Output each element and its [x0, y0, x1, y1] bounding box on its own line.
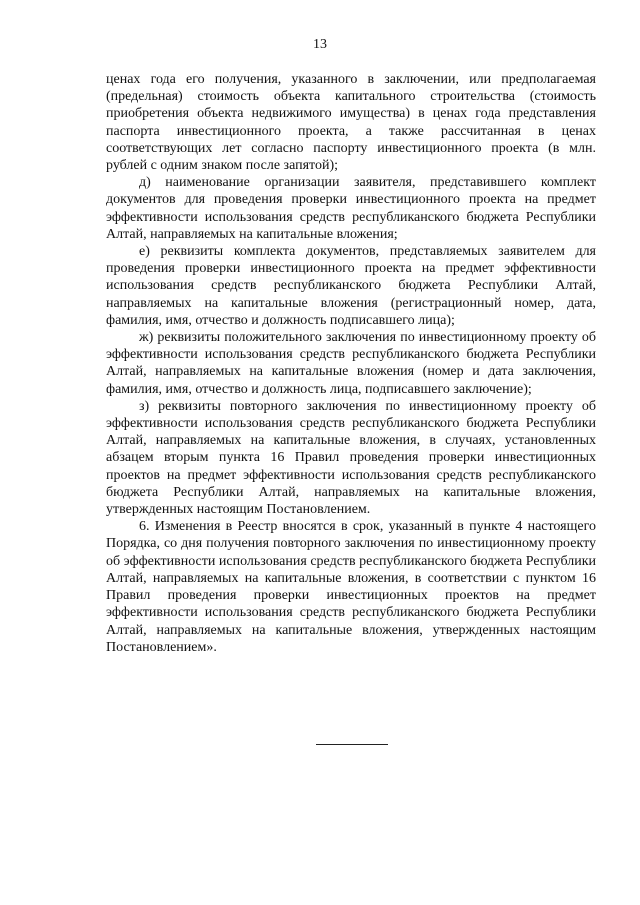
- document-body: [106, 71, 596, 656]
- paragraph-item-d: д) наименование организации заявителя, представившего комплект документов для проведения проверки инвестиционного проекта на предмет эффективности использования средств республиканского бюджета Республики Алтай, направляемых на капитальные вложения;: [106, 175, 596, 242]
- page-number: 13: [313, 37, 327, 52]
- paragraph-item-z: з) реквизиты повторного заключения по инвестиционному проекту об эффективности использования средств республиканского бюджета Республики Алтай, направляемых на капитальные вложения, в случаях, установленных абзацем вторым пункта 16 Правил проведения проверки инвестиционных проектов на предмет эффективности использования средств республиканского бюджета Республики Алтай, направляемых на капитальные вложения, утвержденных настоящим Постановлением.: [106, 398, 596, 518]
- paragraph-item-e: е) реквизиты комплекта документов, представляемых заявителем для проведения проверки инвестиционного проекта на предмет эффективности использования средств республиканского бюджета Республики Алтай, направляемых на капитальные вложения (регистрационный номер, дата, фамилия, имя, отчество и должность подписавшего лица);: [106, 244, 596, 328]
- paragraph-item-6: 6. Изменения в Реестр вносятся в срок, указанный в пункте 4 настоящего Порядка, со дня получения повторного заключения по инвестиционному проекту об эффективности использования средств республиканского бюджета Республики Алтай, направляемых на капитальные вложения, в соответствии с пунктом 16 Правил проведения проверки инвестиционных проектов на предмет эффективности использования средств республиканского бюджета Республики Алтай, направляемых на капитальные вложения, утвержденных настоящим Постановлением».: [106, 519, 596, 655]
- paragraph-item-zh: ж) реквизиты положительного заключения по инвестиционному проекту об эффективности использования средств республиканского бюджета Республики Алтай, направляемых на капитальные вложения (номер и дата заключения, фамилия, имя, отчество и должность лица, подписавшего заключение);: [106, 330, 596, 397]
- end-divider-line: [316, 744, 388, 745]
- paragraph-price-continuation: ценах года его получения, указанного в заключении, или предполагаемая (предельная) стоимость объекта капитального строительства (стоимость приобретения объекта недвижимого имущества) в ценах года представления паспорта инвестиционного проекта, а также рассчитанная в ценах соответствующих лет согласно паспорту инвестиционного проекта (в млн. рублей с одним знаком после запятой);: [106, 72, 596, 174]
